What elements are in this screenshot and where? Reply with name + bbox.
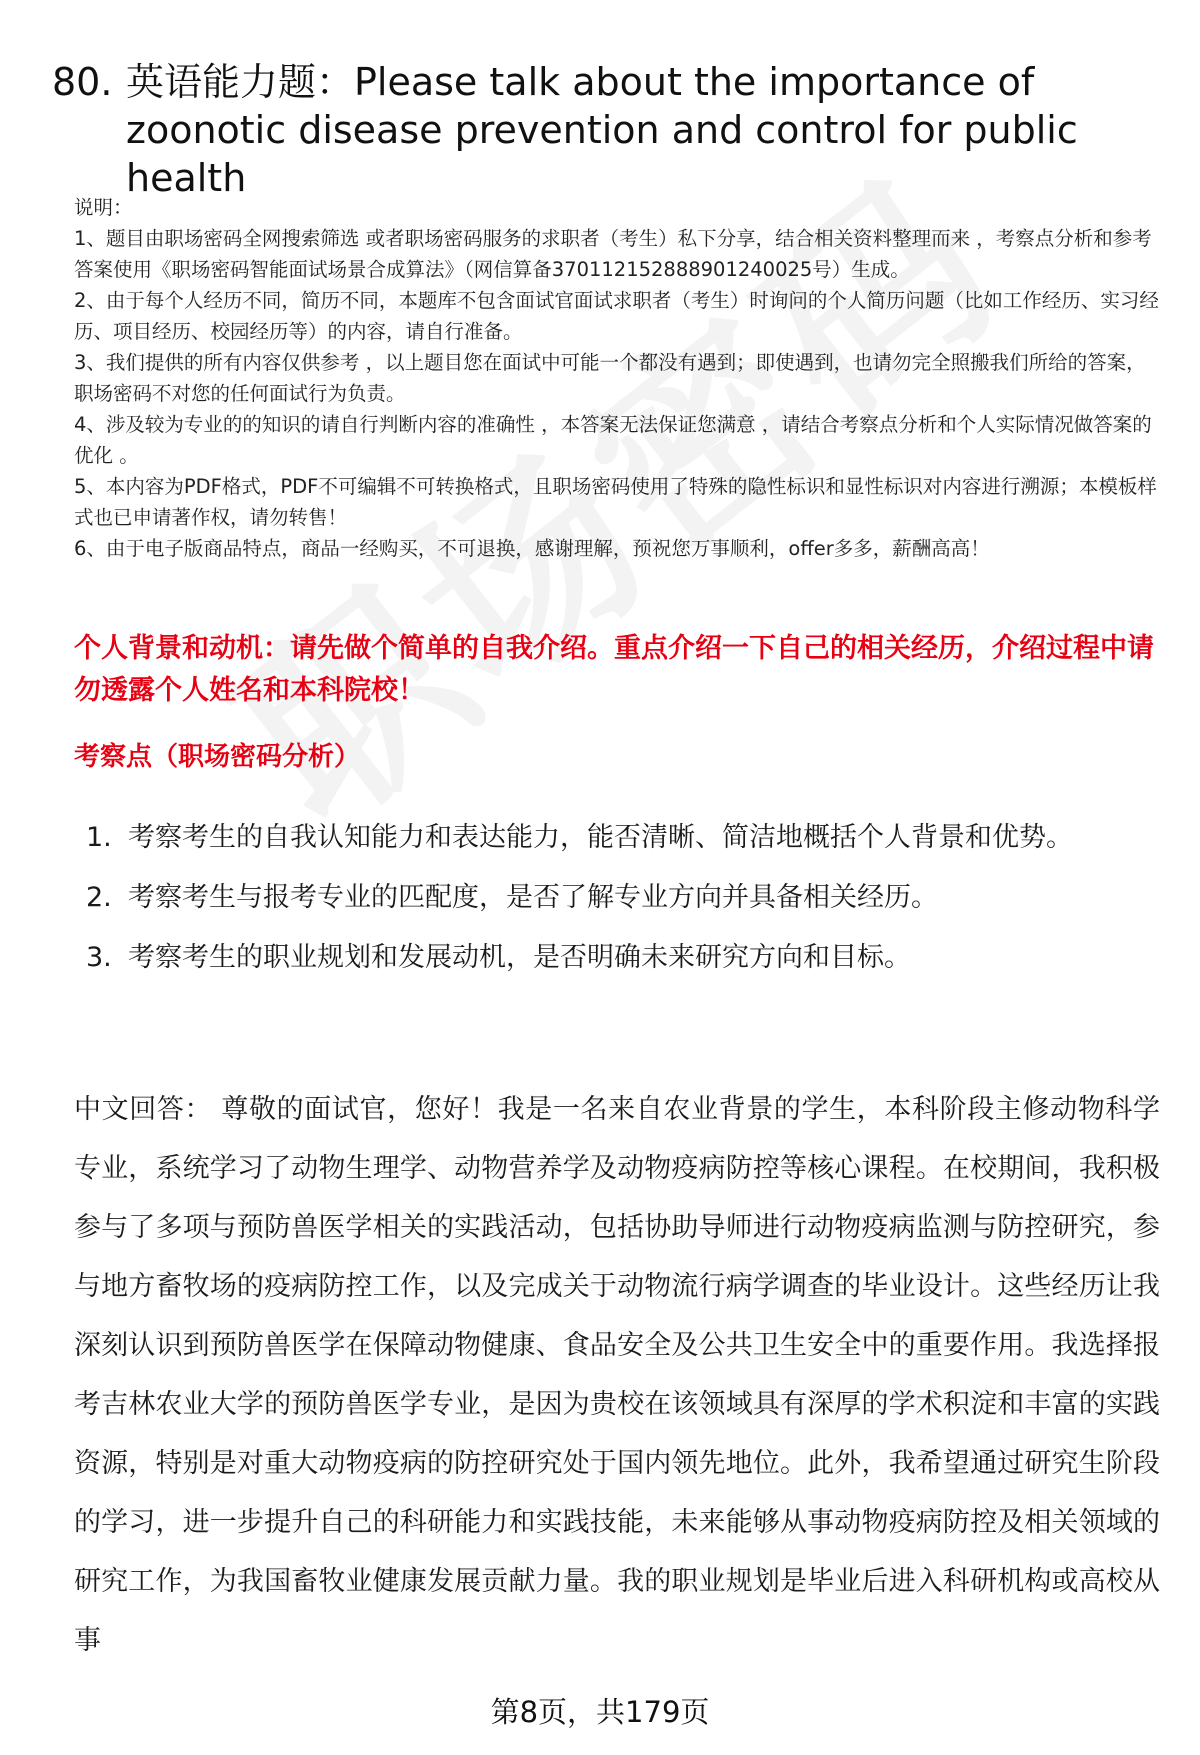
notes-section [74, 192, 1164, 564]
note-item: 4、涉及较为专业的的知识的请自行判断内容的准确性 ，本答案无法保证您满意 ，请结合考察点分析和个人实际情况做答案的优化 。 [74, 413, 1152, 467]
analysis-point-number: 2. [86, 882, 112, 913]
analysis-point-number: 3. [86, 942, 112, 973]
analysis-point-text: 考察考生的职业规划和发展动机，是否明确未来研究方向和目标。 [128, 942, 911, 973]
analysis-heading: 考察点（职场密码分析） [74, 742, 361, 772]
analysis-point [74, 808, 1154, 868]
note-item: 1、题目由职场密码全网搜索筛选 或者职场密码服务的求职者（考生）私下分享，结合相关资料整理而来 ，考察点分析和参考答案使用《职场密码智能面试场景合成算法》（网信算备370112152888901240025号）生成。 [74, 227, 1152, 281]
note-item: 3、我们提供的所有内容仅供参考 ，以上题目您在面试中可能一个都没有遇到；即使遇到，也请勿完全照搬我们所给的答案，职场密码不对您的任何面试行为负责。 [74, 351, 1146, 405]
analysis-point-text: 考察考生与报考专业的匹配度，是否了解专业方向并具备相关经历。 [128, 882, 938, 913]
question-text: 英语能力题：Please talk about the importance of zoonotic disease prevention and control for public health [126, 60, 1078, 200]
note-item: 6、由于电子版商品特点，商品一经购买，不可退换，感谢理解，预祝您万事顺利，offer多多，薪酬高高！ [74, 537, 990, 560]
page-footer: 第8页，共179页 [490, 1695, 710, 1729]
note-item: 5、本内容为PDF格式，PDF不可编辑不可转换格式，且职场密码使用了特殊的隐性标识和显性标识对内容进行溯源；本模板样式也已申请著作权，请勿转售！ [74, 475, 1157, 529]
notes-heading: 说明： [74, 196, 133, 219]
question-number: 80. [52, 60, 113, 104]
analysis-point [74, 928, 1154, 988]
question-title [52, 58, 1162, 202]
interview-prompt: 个人背景和动机：请先做个简单的自我介绍。重点介绍一下自己的相关经历，介绍过程中请勿透露个人姓名和本科院校！ [74, 633, 1154, 706]
chinese-answer: 中文回答： 尊敬的面试官，您好！我是一名来自农业背景的学生，本科阶段主修动物科学专业，系统学习了动物生理学、动物营养学及动物疫病防控等核心课程。在校期间，我积极参与了多项与预防兽医学相关的实践活动，包括协助导师进行动物疫病监测与防控研究，参与地方畜牧场的疫病防控工作，以及完成关于动物流行病学调查的毕业设计。这些经历让我深刻认识到预防兽医学在保障动物健康、食品安全及公共卫生安全中的重要作用。我选择报考吉林农业大学的预防兽医学专业，是因为贵校在该领域具有深厚的学术积淀和丰富的实践资源，特别是对重大动物疫病的防控研究处于国内领先地位。此外，我希望通过研究生阶段的学习，进一步提升自己的科研能力和实践技能，未来能够从事动物疫病防控及相关领域的研究工作，为我国畜牧业健康发展贡献力量。我的职业规划是毕业后进入科研机构或高校从事 [74, 1094, 1160, 1656]
analysis-point-number: 1. [86, 822, 112, 853]
analysis-point-text: 考察考生的自我认知能力和表达能力，能否清晰、简洁地概括个人背景和优势。 [128, 822, 1073, 853]
note-item: 2、由于每个人经历不同，简历不同，本题库不包含面试官面试求职者（考生）时询问的个人简历问题（比如工作经历、实习经历、项目经历、校园经历等）的内容，请自行准备。 [74, 289, 1159, 343]
analysis-points [74, 808, 1154, 988]
analysis-point [74, 868, 1154, 928]
